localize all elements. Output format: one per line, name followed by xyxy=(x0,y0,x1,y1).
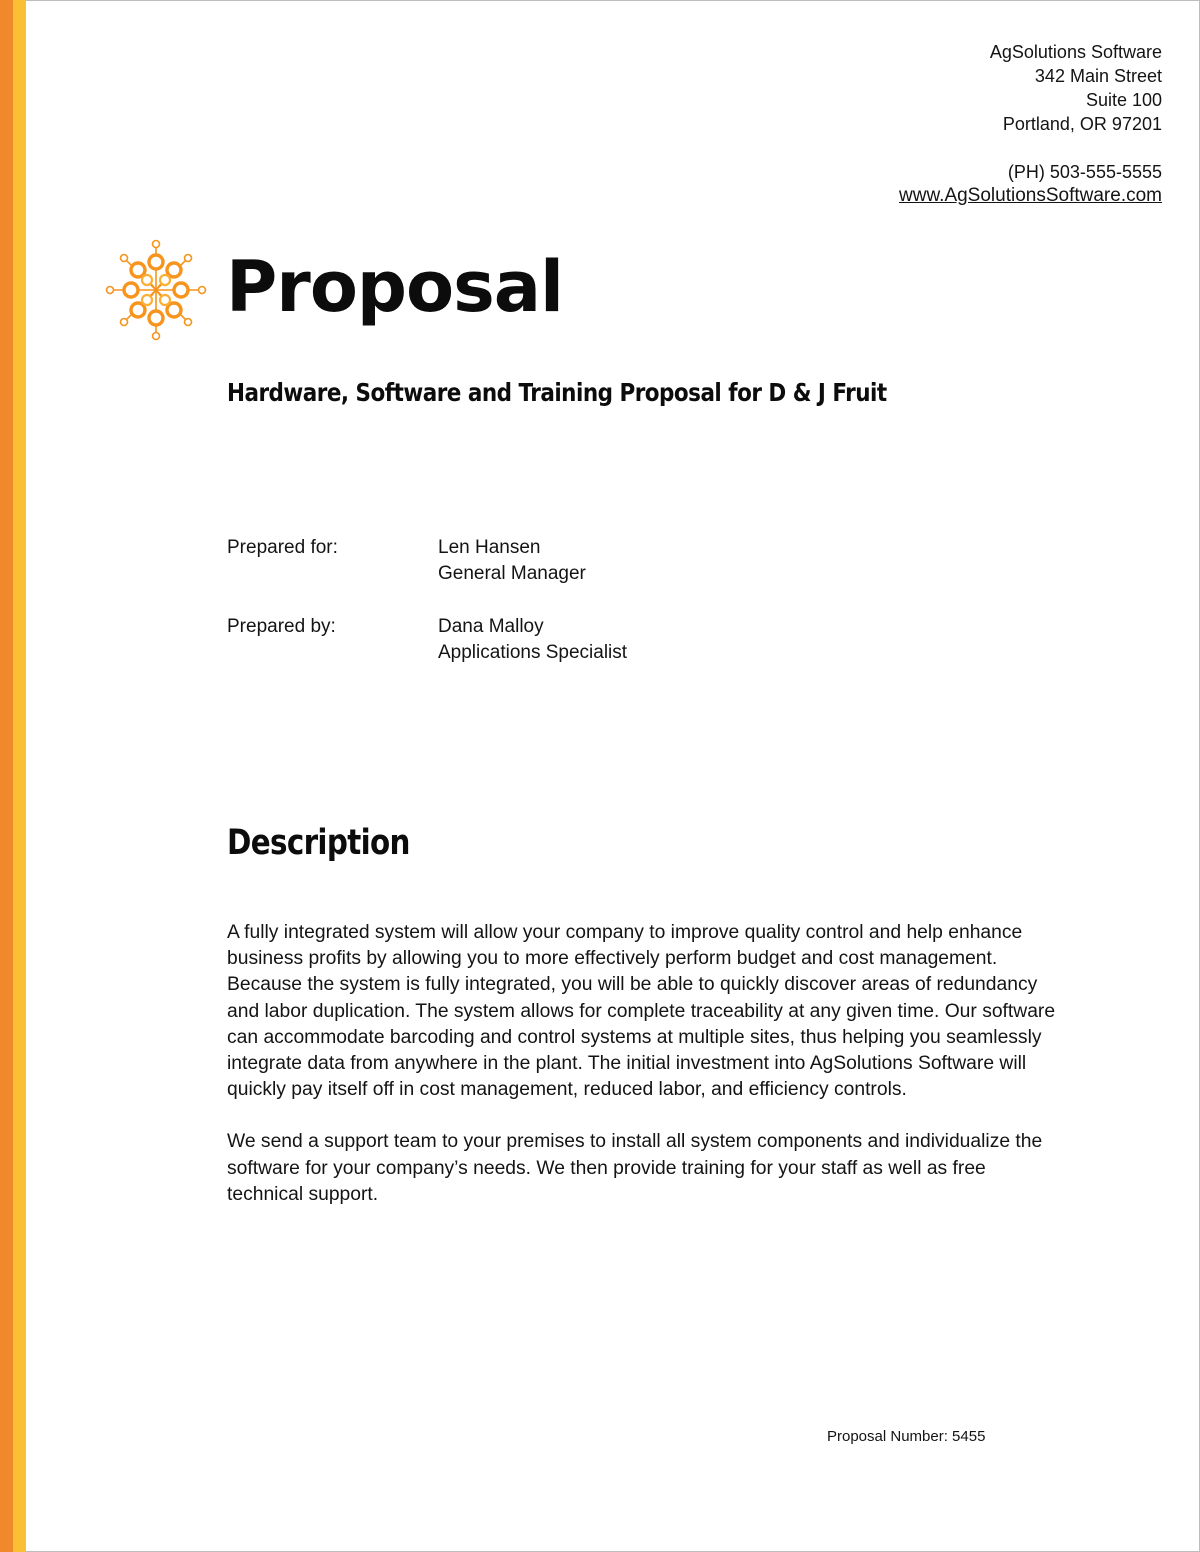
molecular-network-logo-icon xyxy=(104,238,208,342)
description-body xyxy=(227,920,1062,1234)
side-stripe-orange xyxy=(0,0,13,1552)
description-paragraph: A fully integrated system will allow your company to improve quality control and help enhance business profits by allowing you to more effectively perform budget and cost management. Because the system is fully integrated, you will be able to quickly discover areas of redundancy and labor duplication. The system allows for complete traceability at any given time. Our software can accommodate barcoding and control systems at multiple sites, thus helping you seamlessly integrate data from anywhere in the plant. The initial investment into AgSolutions Software will quickly pay itself off in cost management, reduced labor, and efficiency controls. xyxy=(227,922,1056,1101)
company-phone: (PH) 503-555-5555 xyxy=(1007,162,1162,182)
company-website-link[interactable]: www.AgSolutionsSoftware.com xyxy=(899,185,1162,206)
document-title: Proposal xyxy=(226,246,564,328)
prepared-for-values xyxy=(438,535,586,587)
company-city-state-zip: Portland, OR 97201 xyxy=(1002,114,1162,134)
side-stripe-yellow xyxy=(13,0,26,1552)
prepared-by-name: Dana Malloy xyxy=(438,616,544,637)
description-paragraph: We send a support team to your premises to install all system components and individualize the software for your company’s needs. We then provide training for your staff as well as free technical support. xyxy=(227,1131,1043,1205)
company-name: AgSolutions Software xyxy=(989,42,1162,62)
proposal-number: Proposal Number: 5455 xyxy=(827,1428,986,1445)
prepared-for-label: Prepared for: xyxy=(227,537,338,558)
prepared-by-role: Applications Specialist xyxy=(438,642,628,663)
prepared-for-name: Len Hansen xyxy=(438,537,541,558)
proposal-subtitle: Hardware, Software and Training Proposal for D & J Fruit xyxy=(227,378,887,407)
company-street: 342 Main Street xyxy=(1034,66,1162,86)
address-spacer xyxy=(662,136,1162,160)
prepared-by-label: Prepared by: xyxy=(227,616,336,637)
description-heading: Description xyxy=(227,823,410,863)
company-address-block xyxy=(662,40,1162,208)
prepared-by-values xyxy=(438,614,627,666)
company-suite: Suite 100 xyxy=(1085,90,1162,110)
prepared-for-role: General Manager xyxy=(438,563,586,584)
